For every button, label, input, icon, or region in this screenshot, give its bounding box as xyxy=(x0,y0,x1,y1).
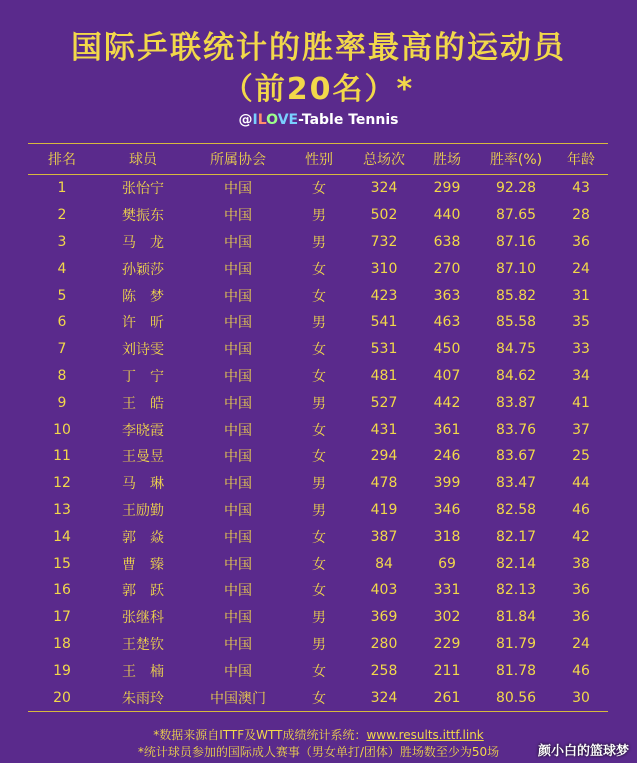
cell-total-matches: 478 xyxy=(370,475,398,492)
cell-gender: 女 xyxy=(312,422,326,439)
footer-source-link[interactable]: www.results.ittf.link xyxy=(366,728,484,742)
footer-source-text: *数据来源自ITTF及WTT成绩统计系统： xyxy=(153,728,367,742)
cell-total-matches: 258 xyxy=(370,662,398,679)
cell-wins: 302 xyxy=(433,609,461,626)
cell-player: 王曼昱 xyxy=(122,449,164,466)
cell-gender: 女 xyxy=(312,449,326,466)
cell-win-rate: 92.28 xyxy=(495,180,537,197)
table-row xyxy=(28,229,608,256)
cell-age: 38 xyxy=(572,555,590,572)
cell-association: 中国 xyxy=(224,583,252,600)
table-body xyxy=(28,175,608,711)
cell-win-rate: 83.67 xyxy=(495,448,537,465)
header-association: 所属协会 xyxy=(210,152,266,168)
cell-association: 中国 xyxy=(224,610,252,627)
brand-ve: VE xyxy=(277,112,299,128)
header-wins: 胜场 xyxy=(433,152,461,168)
cell-rank: 10 xyxy=(53,421,71,438)
page-subtitle: （前20名）* xyxy=(222,72,415,107)
cell-win-rate: 81.84 xyxy=(495,609,537,626)
cell-total-matches: 431 xyxy=(370,421,398,438)
cell-age: 24 xyxy=(572,260,590,277)
cell-association: 中国 xyxy=(224,342,252,359)
cell-association: 中国澳门 xyxy=(210,690,266,707)
table-row xyxy=(28,631,608,658)
cell-wins: 69 xyxy=(438,555,456,572)
cell-win-rate: 85.58 xyxy=(495,314,537,331)
cell-association: 中国 xyxy=(224,368,252,385)
table-row xyxy=(28,309,608,336)
cell-rank: 15 xyxy=(53,555,71,572)
cell-total-matches: 324 xyxy=(370,689,398,706)
cell-player: 王励勤 xyxy=(122,502,164,519)
cell-player: 丁 宁 xyxy=(122,368,164,385)
cell-age: 46 xyxy=(572,501,590,518)
cell-gender: 女 xyxy=(312,556,326,573)
cell-win-rate: 84.75 xyxy=(495,341,537,358)
table-row xyxy=(28,657,608,684)
cell-player: 郭 焱 xyxy=(122,529,164,546)
cell-gender: 女 xyxy=(312,342,326,359)
cell-rank: 1 xyxy=(57,180,67,197)
cell-rank: 17 xyxy=(53,609,71,626)
cell-association: 中国 xyxy=(224,422,252,439)
table-row xyxy=(28,684,608,711)
cell-rank: 9 xyxy=(57,394,67,411)
table-row xyxy=(28,363,608,390)
cell-total-matches: 481 xyxy=(370,367,398,384)
cell-gender: 男 xyxy=(312,476,326,493)
cell-gender: 女 xyxy=(312,261,326,278)
cell-player: 许 昕 xyxy=(122,315,164,332)
cell-total-matches: 423 xyxy=(370,287,398,304)
footer-note: *统计球员参加的国际成人赛事（男女单打/团体）胜场数至少为50场 xyxy=(137,745,500,759)
cell-wins: 407 xyxy=(433,367,461,384)
cell-player: 张继科 xyxy=(122,610,164,627)
cell-rank: 13 xyxy=(53,501,71,518)
cell-age: 43 xyxy=(572,180,590,197)
table-row xyxy=(28,255,608,282)
cell-player: 郭 跃 xyxy=(122,583,164,600)
cell-age: 41 xyxy=(572,394,590,411)
cell-wins: 442 xyxy=(433,394,461,411)
brand-logo xyxy=(0,112,637,128)
table-row xyxy=(28,389,608,416)
ranking-table xyxy=(28,143,608,712)
cell-player: 张怡宁 xyxy=(122,181,164,198)
cell-rank: 5 xyxy=(57,287,67,304)
cell-total-matches: 541 xyxy=(370,314,398,331)
cell-player: 孙颖莎 xyxy=(122,261,164,278)
page-title: 国际乒联统计的胜率最高的运动员 xyxy=(71,30,566,66)
cell-win-rate: 81.78 xyxy=(495,662,537,679)
cell-gender: 女 xyxy=(312,583,326,600)
cell-wins: 261 xyxy=(433,689,461,706)
cell-rank: 6 xyxy=(57,314,67,331)
cell-gender: 女 xyxy=(312,529,326,546)
cell-win-rate: 87.65 xyxy=(495,207,537,224)
table-row xyxy=(28,523,608,550)
cell-gender: 男 xyxy=(312,502,326,519)
cell-association: 中国 xyxy=(224,502,252,519)
table-row xyxy=(28,497,608,524)
cell-association: 中国 xyxy=(224,315,252,332)
cell-rank: 4 xyxy=(57,260,67,277)
cell-win-rate: 85.82 xyxy=(495,287,537,304)
brand-i: I xyxy=(252,112,258,128)
cell-association: 中国 xyxy=(224,288,252,305)
cell-win-rate: 82.17 xyxy=(495,528,537,545)
cell-wins: 450 xyxy=(433,341,461,358)
cell-win-rate: 83.76 xyxy=(495,421,537,438)
cell-wins: 229 xyxy=(433,635,461,652)
cell-gender: 女 xyxy=(312,181,326,198)
cell-association: 中国 xyxy=(224,476,252,493)
cell-association: 中国 xyxy=(224,208,252,225)
cell-total-matches: 531 xyxy=(370,341,398,358)
cell-association: 中国 xyxy=(224,395,252,412)
cell-wins: 399 xyxy=(433,475,461,492)
cell-total-matches: 280 xyxy=(370,635,398,652)
cell-age: 30 xyxy=(572,689,590,706)
cell-wins: 211 xyxy=(433,662,461,679)
table-row xyxy=(28,470,608,497)
cell-player: 陈 梦 xyxy=(122,288,164,305)
header-gender: 性别 xyxy=(305,152,333,168)
cell-wins: 246 xyxy=(433,448,461,465)
cell-wins: 463 xyxy=(433,314,461,331)
cell-association: 中国 xyxy=(224,556,252,573)
cell-rank: 3 xyxy=(57,233,67,250)
cell-wins: 331 xyxy=(433,582,461,599)
cell-player: 马 琳 xyxy=(122,476,164,493)
cell-wins: 299 xyxy=(433,180,461,197)
cell-gender: 女 xyxy=(312,690,326,707)
cell-rank: 16 xyxy=(53,582,71,599)
cell-rank: 19 xyxy=(53,662,71,679)
cell-win-rate: 81.79 xyxy=(495,635,537,652)
cell-total-matches: 324 xyxy=(370,180,398,197)
header-total-matches: 总场次 xyxy=(363,152,405,168)
cell-gender: 男 xyxy=(312,208,326,225)
cell-win-rate: 84.62 xyxy=(495,367,537,384)
cell-gender: 女 xyxy=(312,663,326,680)
cell-win-rate: 82.13 xyxy=(495,582,537,599)
table-row xyxy=(28,336,608,363)
cell-gender: 男 xyxy=(312,315,326,332)
cell-association: 中国 xyxy=(224,449,252,466)
cell-wins: 318 xyxy=(433,528,461,545)
cell-age: 36 xyxy=(572,582,590,599)
cell-rank: 20 xyxy=(53,689,71,706)
cell-gender: 男 xyxy=(312,234,326,251)
cell-total-matches: 387 xyxy=(370,528,398,545)
cell-total-matches: 419 xyxy=(370,501,398,518)
cell-win-rate: 83.47 xyxy=(495,475,537,492)
cell-age: 37 xyxy=(572,421,590,438)
cell-total-matches: 527 xyxy=(370,394,398,411)
table-row xyxy=(28,577,608,604)
cell-player: 朱雨玲 xyxy=(122,690,164,707)
cell-player: 王 楠 xyxy=(122,663,164,680)
cell-age: 31 xyxy=(572,287,590,304)
cell-association: 中国 xyxy=(224,181,252,198)
brand-l: L xyxy=(257,112,267,128)
cell-age: 35 xyxy=(572,314,590,331)
cell-wins: 363 xyxy=(433,287,461,304)
cell-rank: 18 xyxy=(53,635,71,652)
table-row xyxy=(28,202,608,229)
cell-association: 中国 xyxy=(224,663,252,680)
cell-wins: 361 xyxy=(433,421,461,438)
header-win-rate: 胜率(%) xyxy=(489,152,543,168)
cell-win-rate: 82.14 xyxy=(495,555,537,572)
cell-win-rate: 87.16 xyxy=(495,233,537,250)
table-row xyxy=(28,282,608,309)
cell-rank: 8 xyxy=(57,367,67,384)
cell-wins: 440 xyxy=(433,207,461,224)
cell-player: 樊振东 xyxy=(122,208,164,225)
cell-player: 刘诗雯 xyxy=(122,342,164,359)
cell-win-rate: 83.87 xyxy=(495,394,537,411)
cell-player: 王楚钦 xyxy=(122,636,164,653)
header-rank: 排名 xyxy=(48,152,76,168)
cell-age: 42 xyxy=(572,528,590,545)
cell-association: 中国 xyxy=(224,529,252,546)
cell-age: 46 xyxy=(572,662,590,679)
cell-total-matches: 369 xyxy=(370,609,398,626)
cell-rank: 7 xyxy=(57,341,67,358)
cell-wins: 270 xyxy=(433,260,461,277)
cell-win-rate: 87.10 xyxy=(495,260,537,277)
cell-rank: 12 xyxy=(53,475,71,492)
cell-win-rate: 82.58 xyxy=(495,501,537,518)
cell-association: 中国 xyxy=(224,636,252,653)
brand-at: @ xyxy=(238,112,253,128)
brand-o: O xyxy=(266,112,278,128)
table-row xyxy=(28,443,608,470)
cell-gender: 男 xyxy=(312,636,326,653)
cell-player: 李晓霞 xyxy=(122,422,164,439)
cell-rank: 11 xyxy=(53,448,71,465)
cell-total-matches: 732 xyxy=(370,233,398,250)
header-age: 年龄 xyxy=(567,152,595,168)
cell-wins: 346 xyxy=(433,501,461,518)
cell-total-matches: 403 xyxy=(370,582,398,599)
cell-age: 25 xyxy=(572,448,590,465)
cell-rank: 2 xyxy=(57,207,67,224)
cell-age: 28 xyxy=(572,207,590,224)
cell-total-matches: 294 xyxy=(370,448,398,465)
table-row xyxy=(28,550,608,577)
cell-player: 王 皓 xyxy=(122,395,164,412)
cell-gender: 女 xyxy=(312,368,326,385)
table-row xyxy=(28,416,608,443)
cell-total-matches: 310 xyxy=(370,260,398,277)
table-row xyxy=(28,175,608,202)
cell-age: 36 xyxy=(572,233,590,250)
cell-age: 34 xyxy=(572,367,590,384)
cell-gender: 男 xyxy=(312,610,326,627)
watermark: 颜小白的篮球梦 xyxy=(537,744,629,759)
cell-age: 44 xyxy=(572,475,590,492)
table-header xyxy=(28,144,608,175)
header-player: 球员 xyxy=(129,152,157,168)
cell-association: 中国 xyxy=(224,234,252,251)
cell-win-rate: 80.56 xyxy=(495,689,537,706)
cell-rank: 14 xyxy=(53,528,71,545)
cell-wins: 638 xyxy=(433,233,461,250)
cell-age: 36 xyxy=(572,609,590,626)
cell-total-matches: 502 xyxy=(370,207,398,224)
table-row xyxy=(28,604,608,631)
cell-gender: 男 xyxy=(312,395,326,412)
cell-age: 24 xyxy=(572,635,590,652)
cell-player: 马 龙 xyxy=(122,234,164,251)
cell-age: 33 xyxy=(572,341,590,358)
cell-association: 中国 xyxy=(224,261,252,278)
cell-gender: 女 xyxy=(312,288,326,305)
cell-total-matches: 84 xyxy=(375,555,393,572)
cell-player: 曹 臻 xyxy=(122,556,164,573)
brand-table-tennis: -Table Tennis xyxy=(298,112,399,128)
